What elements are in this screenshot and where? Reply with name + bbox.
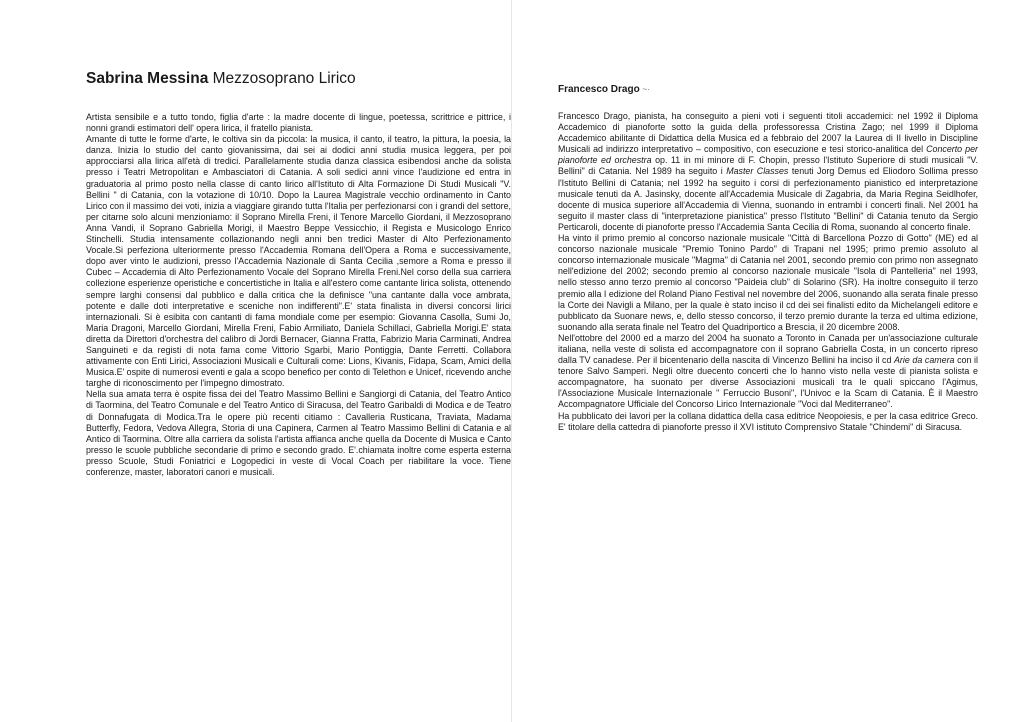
right-paragraph-1-part-b: op. 11 in mi minore di F. Chopin, presso l'Istituto Superiore di studi musicali "V. Bellini" di Catania. Nel 1989 ha seguito i	[558, 155, 978, 177]
cd-title: Arie da camera	[894, 355, 955, 366]
scribble-mark: ~·	[642, 85, 650, 94]
left-title	[86, 70, 506, 88]
artist-name: Sabrina Messina	[86, 70, 209, 87]
left-paragraph-1: Artista sensibile e a tutto tondo, figlia d'arte : la madre docente di lingue, poetessa, scrittrice e pittrice, i nonni grandi estimatori dell' opera lirica, il fratello pianista.	[86, 112, 511, 134]
concerto-title: Concerto per pianoforte ed orchestra	[558, 144, 978, 166]
left-paragraph-2: Amante di tutte le forme d'arte, le coltiva sin da piccola: la musica, il canto, il teatro, la pittura, la poesia, la danza. Inizia lo studio del canto giovanissima, dai sei ai dodici anni studia musica leggera, per poi approcciarsi alla lirica all'età di tredici. Parallelamente studia danza classica esibendosi anche da solista presso i Teatri Metropolitan e Ambasciatori di Catania. A soli sedici anni vince l'audizione ed entra in graduatoria al primo posto nella classe di canto lirico all'Istituto di Alta Formazione Di Studi Musicali "V. Bellini " di Catania, con la votazione di 10/10. Dopo la Laurea Magistrale vecchio ordinamento in Canto Lirico con il massimo dei voti, inizia a viaggiare girando tutta l'Italia per perfezionarsi con i grandi del settore, per citarne solo alcuni menzioniamo: il Soprano Mirella Freni, il Tenore Marcello Giordani, il Mezzosoprano Anna Vandi, il Soprano Gabriella Morigi, il Maestro Beppe Vessicchio, il Regista e Musicologo Enrico Stinchelli. Studia intensamente collazionando negli anni ben tredici Master di Alto Perfezionamento Vocale.Si perfeziona ulteriormente presso l'Accademia Romana dell'Opera a Roma e successivamente, dopo aver vinto le audizioni, presso l'Accademia Nazionale di Santa Cecilia ,semore a Roma e presso il Cubec – Accademia di Alto Perfezionamento Vocale del Soprano Mirella Freni.Nel corso della sua carriera collezione esperienze operistiche e concertistiche in Italia e all'estero come cantante lirica solista, ottenendo sempre larghi consensi dal pubblico e dalla critica che la definisce "una cantante dalla voce ambrata, potente e dalle doti interpretative e sceniche non indifferenti".E' stata finalista in diversi concorsi lirici internazionali. Si è esibita con cantanti di fama mondiale come per esempio: Giovanna Casolla, Sumi Jo, Maria Dragoni, Marcello Giordani, Mirella Freni, Fabio Armiliato, Daniela Schillaci, Gabriella Morigi.E' stata diretta da Direttori d'orchestra del calibro di Jordi Bernacer, Gianna Fratta, Fabrizio Maria Carminati, Andrea Sanguineti e da registi di nota fama come Vittorio Sgarbi, Mario Pontiggia, Dante Ferretti. Collabora attivamente con Enti Lirici, Associazioni Musicali e Culturali come: Lions, Kivanis, Fidapa, Scam, Amici della Musica.E' ospite di numerosi eventi e gala a scopo benefico per conto di Telethon e Unicef, ricevendo anche targhe di riconoscimento per l'impegno dimostrato.	[86, 134, 511, 389]
right-paragraph-1	[558, 111, 978, 233]
right-paragraph-2: Ha vinto il primo premio al concorso nazionale musicale "Città di Barcellona Pozzo di Gotto" (ME) ed al concorso nazionale musicale "Premio Tonino Pardo" di Trapani nel 1995; primo premio assoluto al concorso internazionale musicale "Magma" di Catania nel 2001, secondo premio con primo non assegnato nell'edizione del 2002; secondo premio al concorso nazionale musicale "Isola di Pantelleria" nel 1993, nello stesso anno terzo premio al concorso "Paideia club" di Solarino (SR). Ha inoltre conseguito il terzo premio alla I edizione del Roland Piano Festival nel novembre del 2006, suonando alla serata finale presso la Corte dei Navigli a Milano, per la quale è stato inciso il cd dei sei finalisti edito da Michelangeli editore e pubblicato da Suonare news, e, dello stesso concorso, il terzo premio durante la terza ed ultima edizione, suonando alla serata finale nel Teatro del Quadriportico a Brescia, il 20 dicembre 2008.	[558, 233, 978, 332]
right-paragraph-3-part-b: con il tenore Salvo Samperi. Negli oltre duecento concerti che lo hanno visto nella veste di pianista solista e accompagnatore, ha suonato per diverse Associazioni musicali tra le quali spiccano l'Agimus, l'Associazione Musicale Internazionale " Ferruccio Busoni", l'Univoc e la Scam di Catania. È il Maestro Accompagnatore Ufficiale del Concorso Lirico Internazionale "Voci dal Mediterraneo".	[558, 355, 978, 410]
right-paragraph-1-part-c: tenuti Jorg Demus ed Eliodoro Sollima presso l'Istituto Bellini di Catania; nel 1992 ha seguito i corsi di perfezionamento pianistico ed interpretazione musicale tenuti da A. Jasinsky, docente all'Accademia Musicale di Zagabria, da Maria Regina Seidlhofer, docente di musica superiore all'Accademia di Vienna, suonando in entrambi i concerti finali. Nel 2001 ha seguito il master class di "interpretazione pianistica" presso l'Istituto "Bellini" di Catania tenuto da Sergio Perticaroli, docente di pianoforte presso l'Accademia Santa Cecilia di Roma, suonando al concerto finale.	[558, 166, 978, 232]
artist-role: Mezzosoprano Lirico	[212, 70, 356, 87]
master-classes-term: Master Classes	[726, 166, 789, 177]
right-paragraph-3-part-a: Nell'ottobre del 2000 ed a marzo del 2004 ha suonato a Toronto in Canada per un'associazione culturale italiana, nella veste di solista ed accompagnatore con il soprano Gabriella Costa, in un concerto ripreso dalla TV canadese. Per il bicentenario della nascita di Vincenzo Bellini ha inciso il cd	[558, 332, 978, 366]
right-paragraph-1-part-a: Francesco Drago, pianista, ha conseguito a pieni voti i seguenti titoli accademici: nel 1992 il Diploma Accademico di pianoforte sotto la guida della professoressa Cristina Zago; nel 1999 il Diploma Accademico abilitante di Didattica della Musica ed a febbraio del 2007 la Laurea di II livello in Discipline Musicali ad indirizzo interpretativo – compositivo, con esecuzione e tesi storico-analitica del	[558, 111, 978, 155]
right-biography	[558, 111, 978, 433]
left-biography	[86, 112, 511, 478]
right-title	[558, 84, 650, 95]
right-paragraph-3	[558, 333, 978, 411]
left-paragraph-3: Nella sua amata terra è ospite fissa dei del Teatro Massimo Bellini e Sangiorgi di Catania, del Teatro Antico di Taormina, del Teatro Comunale e del Teatro Antico di Siracusa, del Teatro Garibaldi di Modica e de Teatro di Donnafugata di Modica.Tra le opere più recenti citiamo : Cavalleria Rusticana, Traviata, Madama Butterfly, Fedora, Vedova Allegra, Storia di una Capinera, Carmen al Teatro Massimo Bellini di Catania e al Antico di Taormina. Oltre alla carriera da solista l'artista affianca anche quella da Docente di Musica e Canto presso le scuole pubbliche secondarie di primo e secondo grado. E'.chiamata inoltre come esperta esterna presso Scuole, Studi Foniatrici e Logopedici in veste di Vocal Coach per riabilitare la voce. Tiene conferenze, master, laboratori canori e musicali.	[86, 389, 511, 477]
right-paragraph-4: Ha pubblicato dei lavori per la collana didattica della casa editrice Neopoiesis, e per la casa editrice Greco. E' titolare della cattedra di pianoforte presso il XVI istituto Comprensivo Statale "Chindemi" di Siracusa.	[558, 410, 978, 432]
right-page	[512, 0, 1023, 722]
pianist-name: Francesco Drago	[558, 84, 640, 95]
